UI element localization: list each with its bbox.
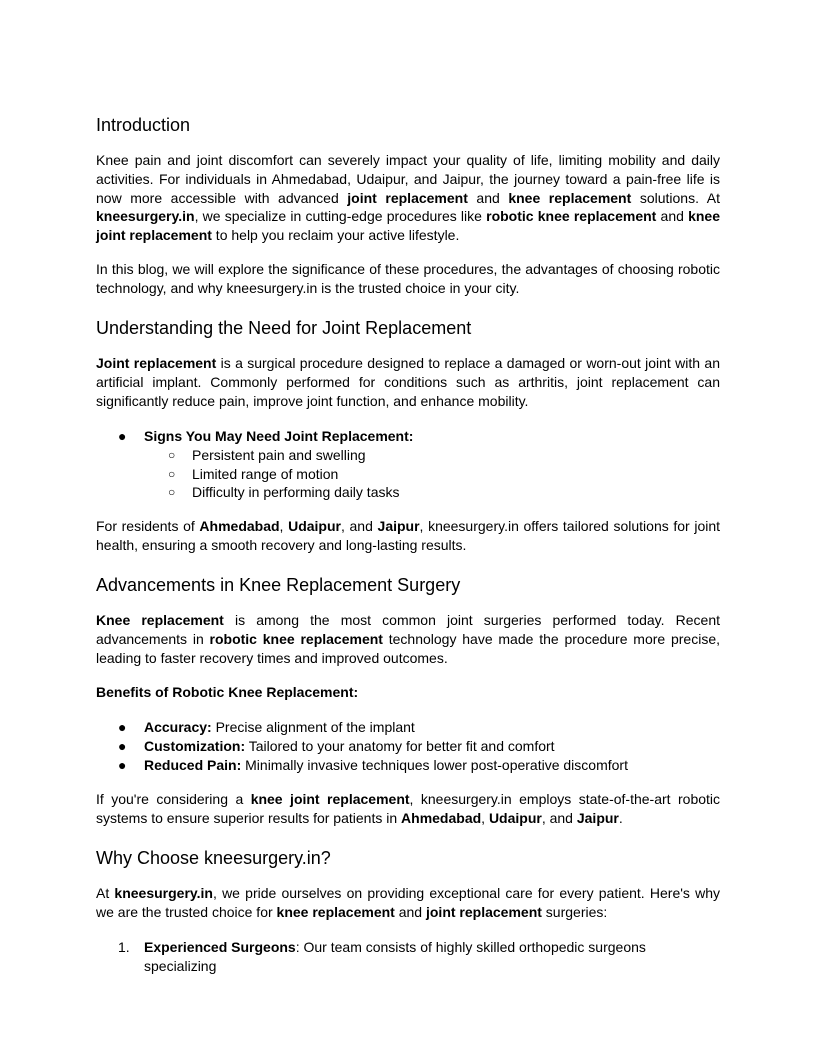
bold-text: Experienced Surgeons <box>144 939 296 955</box>
text-run: is among the most common joint surgeries performed today. Recent advancements in <box>96 612 720 647</box>
list-item-text <box>192 484 399 500</box>
text-run: solutions. At <box>631 189 720 206</box>
bold-text: knee joint replacement <box>96 208 720 243</box>
list-item <box>96 718 720 737</box>
advancements-paragraph <box>96 611 720 667</box>
circle-bullet-icon: ○ <box>168 447 176 462</box>
text-run: , and <box>340 518 378 534</box>
bold-text: Jaipur <box>576 809 619 826</box>
text-run: , we pride ourselves on providing exceptional care for every patient. Here's why we are the trusted choice for <box>96 885 720 920</box>
heading-advancements: Advancements in Knee Replacement Surgery <box>96 575 461 595</box>
why-choose-paragraph <box>96 884 720 922</box>
bold-text: Udaipur <box>288 518 341 534</box>
bullet-icon: ● <box>118 428 127 444</box>
bullet-icon: ● <box>118 719 127 735</box>
list-item <box>96 446 720 465</box>
text-run: Persistent pain and swelling <box>192 446 366 463</box>
list-item-text <box>192 466 338 482</box>
text-run: : Our team consists of highly skilled orthopedic surgeons specializing <box>144 939 646 974</box>
text-run: and <box>467 189 509 206</box>
bold-text: robotic knee replacement <box>486 208 657 225</box>
heading-joint-replacement-need: Understanding the Need for Joint Replacement <box>96 318 472 338</box>
considering-paragraph <box>96 790 720 828</box>
bold-text: kneesurgery.in <box>114 885 213 901</box>
text-run: , kneesurgery.in offers tailored solutions for joint health, ensuring a smooth recovery and long-lasting results. <box>96 518 721 553</box>
heading-why-choose: Why Choose kneesurgery.in? <box>96 848 331 868</box>
intro-paragraph <box>96 151 720 245</box>
text-run: , kneesurgery.in employs state-of-the-art robotic systems to ensure superior results for patients in <box>96 791 721 826</box>
list-item <box>96 483 720 502</box>
circle-bullet-icon: ○ <box>168 485 176 500</box>
bold-text: Jaipur <box>377 518 420 534</box>
reasons-list <box>96 938 720 976</box>
text-run: In this blog, we will explore the significance of these procedures, the advantages of choosing robotic technology, and why kneesurgery.in is the trusted choice in your city. <box>96 261 720 296</box>
text-run: Tailored to your anatomy for better fit and comfort <box>245 737 555 754</box>
residents-paragraph <box>96 517 720 555</box>
circle-bullet-icon: ○ <box>168 466 176 481</box>
bold-text: Knee replacement <box>96 612 224 628</box>
bold-text: Signs You May Need Joint Replacement: <box>144 428 414 444</box>
benefits-list <box>96 718 720 774</box>
bold-text: Joint replacement <box>96 355 217 371</box>
text-run: At <box>96 885 115 901</box>
joint-replacement-paragraph <box>96 354 720 410</box>
text-run: Knee pain and joint discomfort can severely impact your quality of life, limiting mobility and daily activities. For individuals in Ahmedabad, Udaipur, and Jaipur, the journey toward a pain-free life is now more accessible with advanced <box>96 152 720 206</box>
list-item <box>96 427 720 446</box>
text-run: , we specialize in cutting-edge procedures like <box>194 208 487 225</box>
bold-text: Benefits of Robotic Knee Replacement: <box>96 684 359 700</box>
text-run: Limited range of motion <box>192 465 339 482</box>
blog-overview-paragraph <box>96 260 720 298</box>
text-run: to help you reclaim your active lifestyle. <box>211 227 460 243</box>
bold-text: Ahmedabad <box>401 809 482 826</box>
bold-text: Udaipur <box>488 809 542 826</box>
bold-text: knee replacement <box>276 903 395 920</box>
text-run: , and <box>541 809 577 826</box>
list-item-text <box>144 939 646 974</box>
text-run: technology have made the procedure more precise, leading to faster recovery times and improved outcomes. <box>96 630 720 666</box>
bold-text: kneesurgery.in <box>96 208 195 225</box>
bullet-icon: ● <box>118 737 127 754</box>
list-item <box>96 737 720 756</box>
bold-text: robotic knee replacement <box>209 630 383 647</box>
text-run: is a surgical procedure designed to replace a damaged or worn-out joint with an artificial implant. Commonly performed for conditions such as arthritis, joint replacement can significantly reduce pain, improve joint function, and enhance mobility. <box>96 355 720 409</box>
list-item-text <box>144 428 413 444</box>
text-run: Difficulty in performing daily tasks <box>192 484 400 501</box>
text-run: and <box>394 903 426 920</box>
list-item <box>96 465 720 484</box>
bold-text: knee replacement <box>508 189 632 206</box>
bold-text: Accuracy: <box>144 719 212 735</box>
benefits-title <box>96 683 720 702</box>
text-run: For residents of <box>96 518 200 534</box>
signs-list <box>96 427 720 502</box>
text-run: surgeries: <box>541 903 608 920</box>
heading-introduction: Introduction <box>96 115 191 135</box>
bold-text: joint replacement <box>347 189 468 206</box>
list-item <box>96 756 720 775</box>
list-item <box>96 938 720 976</box>
list-item-text <box>144 719 415 735</box>
text-run: . <box>618 809 623 826</box>
bold-text: Reduced Pain: <box>144 756 242 773</box>
list-item-text <box>192 447 366 463</box>
bullet-icon: ● <box>118 756 127 773</box>
bold-text: joint replacement <box>425 903 542 920</box>
text-run: Precise alignment of the implant <box>211 719 415 735</box>
bold-text: knee joint replacement <box>250 791 410 807</box>
text-run: Minimally invasive techniques lower post-operative discomfort <box>241 756 628 773</box>
text-run: , <box>279 518 289 534</box>
list-item-text <box>144 757 628 773</box>
bold-text: Customization: <box>144 737 246 754</box>
text-run: and <box>656 208 689 225</box>
text-run: If you're considering a <box>96 791 251 807</box>
text-run: , <box>481 809 489 826</box>
list-item-text <box>144 738 555 754</box>
list-number: 1. <box>118 939 130 955</box>
bold-text: Ahmedabad <box>199 518 280 534</box>
